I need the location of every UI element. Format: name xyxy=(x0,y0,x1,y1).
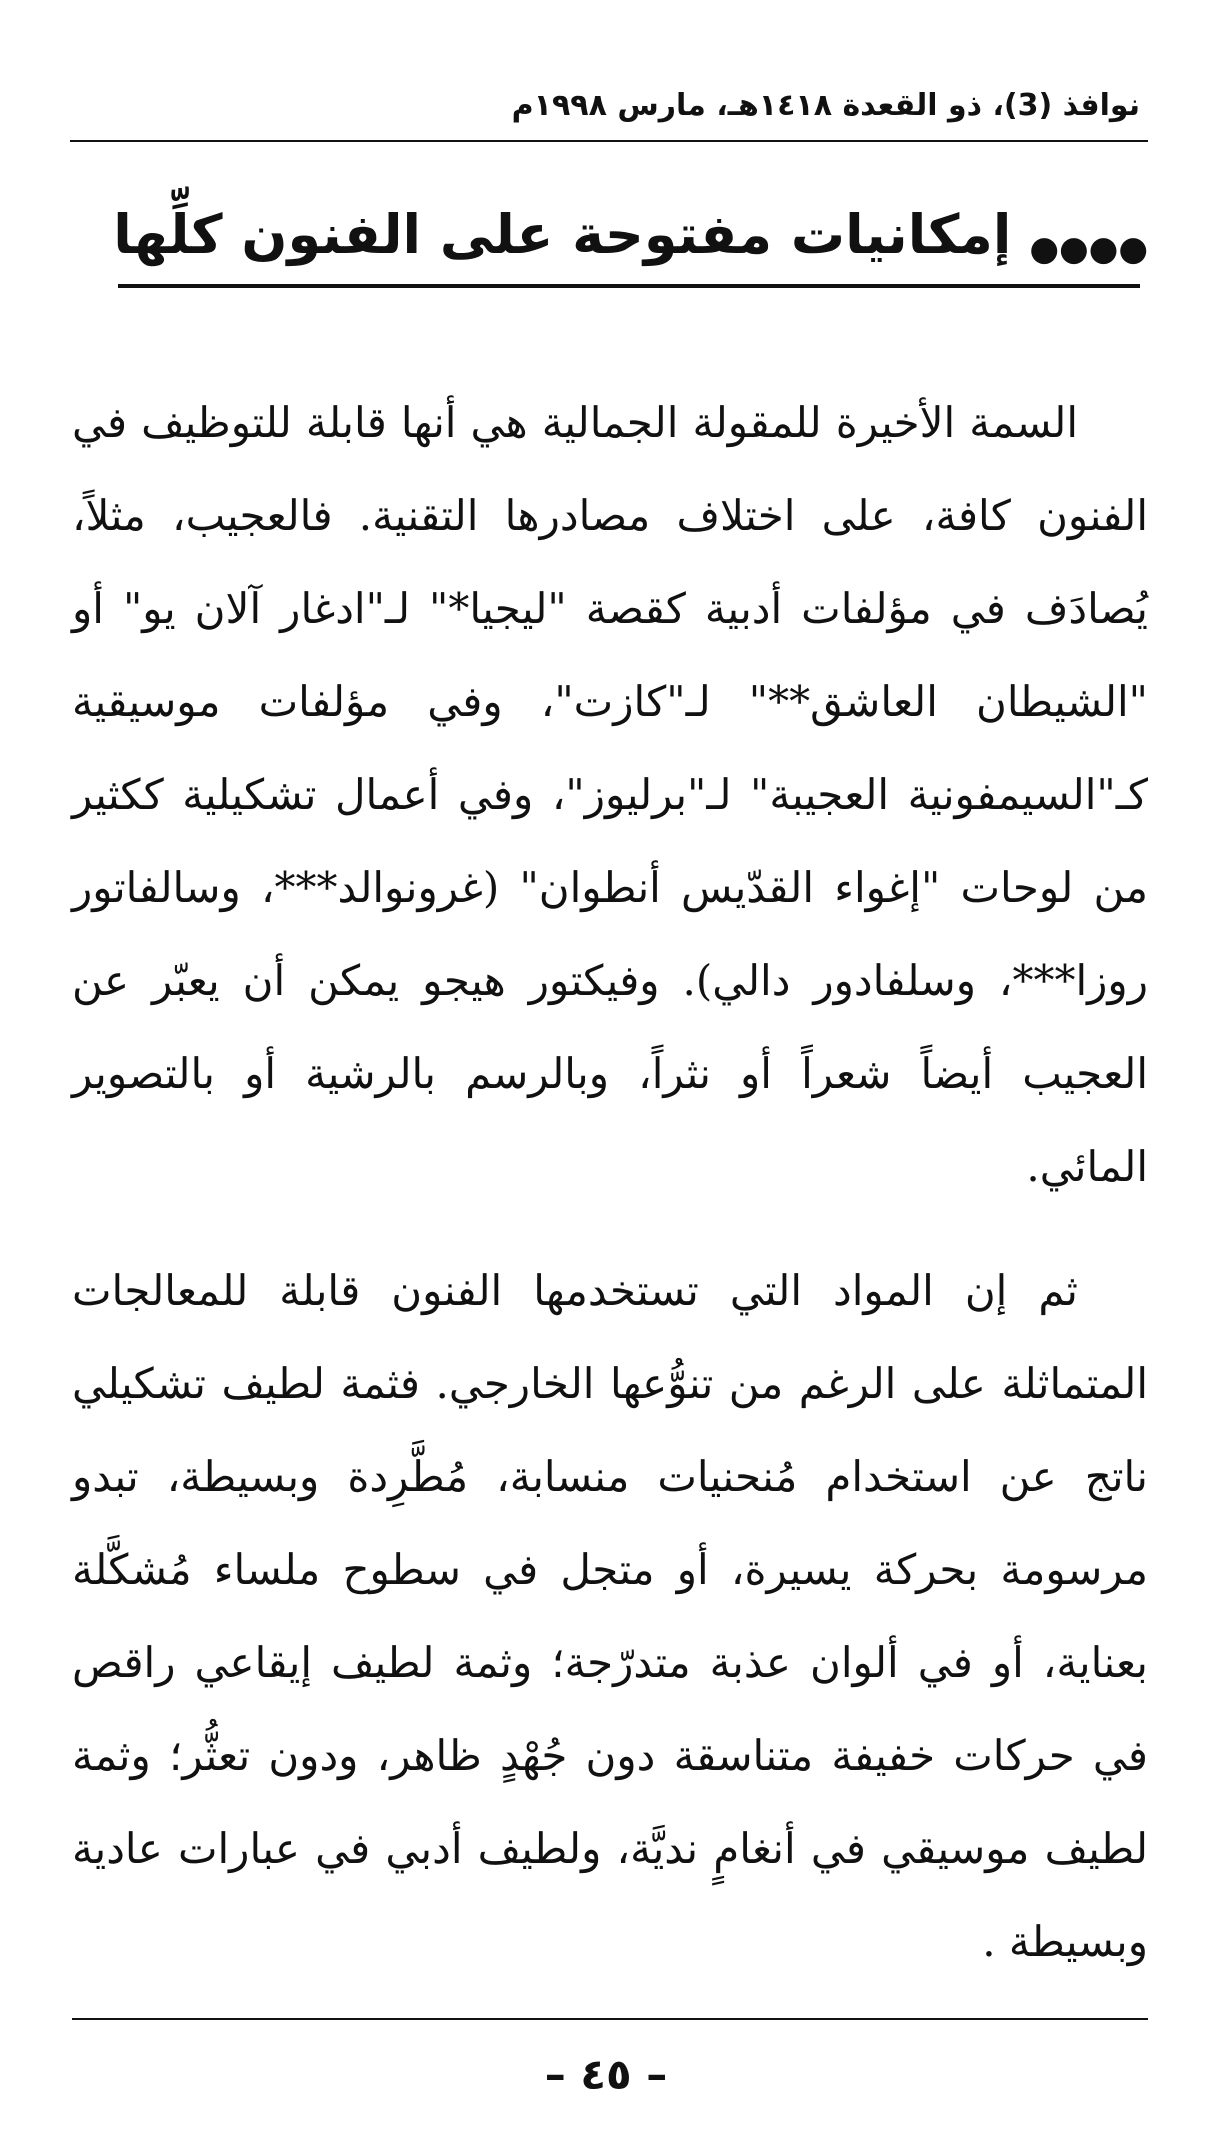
paragraph-1-text: السمة الأخيرة للمقولة الجمالية هي أنها قابلة للتوظيف في الفنون كافة، على اختلاف مصادرها التقنية. فالعجيب، مثلاً، يُصادَف في مؤلفات أدبية كقصة "ليجيا*" لـ"ادغار آلان يو" أو "الشيطان العاشق**" لـ"كازت"، وفي مؤلفات موسيقية كـ"السيمفونية العجيبة" لـ"برليوز"، وفي أعمال تشكيلية ككثير من لوحات "إغواء القدّيس أنطوان" (غرونوالد***، وسالفاتور روزا***، وسلفادور دالي). وفيكتور هيجو يمكن أن يعبّر عن العجيب أيضاً شعراً أو نثراً، وبالرسم بالرشية أو بالتصوير المائي. xyxy=(72,398,1148,1191)
title-text: إمكانيات مفتوحة على الفنون كلِّها xyxy=(113,203,1012,266)
title-bullets: ●●●● xyxy=(1029,228,1148,269)
title-underline xyxy=(118,284,1140,288)
running-header: نوافذ (3)، ذو القعدة ١٤١٨هـ، مارس ١٩٩٨م xyxy=(511,88,1140,123)
page-number: – ٤٥ – xyxy=(544,2050,668,2099)
paragraph-1 xyxy=(72,376,1148,1213)
footer-divider xyxy=(72,2018,1148,2020)
paragraph-2 xyxy=(72,1244,1148,1988)
section-title xyxy=(113,190,1148,280)
header-divider xyxy=(70,140,1148,142)
paragraph-2-text: ثم إن المواد التي تستخدمها الفنون قابلة للمعالجات المتماثلة على الرغم من تنوُّعها الخارجي. فثمة لطيف تشكيلي ناتج عن استخدام مُنحنيات منسابة، مُطَّرِدة وبسيطة، تبدو مرسومة بحركة يسيرة، أو متجل في سطوح ملساء مُشكَّلة بعناية، أو في ألوان عذبة متدرّجة؛ وثمة لطيف إيقاعي راقص في حركات خفيفة متناسقة دون جُهْدٍ ظاهر، ودون تعثُّر؛ وثمة لطيف موسيقي في أنغامٍ نديَّة، ولطيف أدبي في عبارات عادية وبسيطة . xyxy=(72,1266,1149,1966)
